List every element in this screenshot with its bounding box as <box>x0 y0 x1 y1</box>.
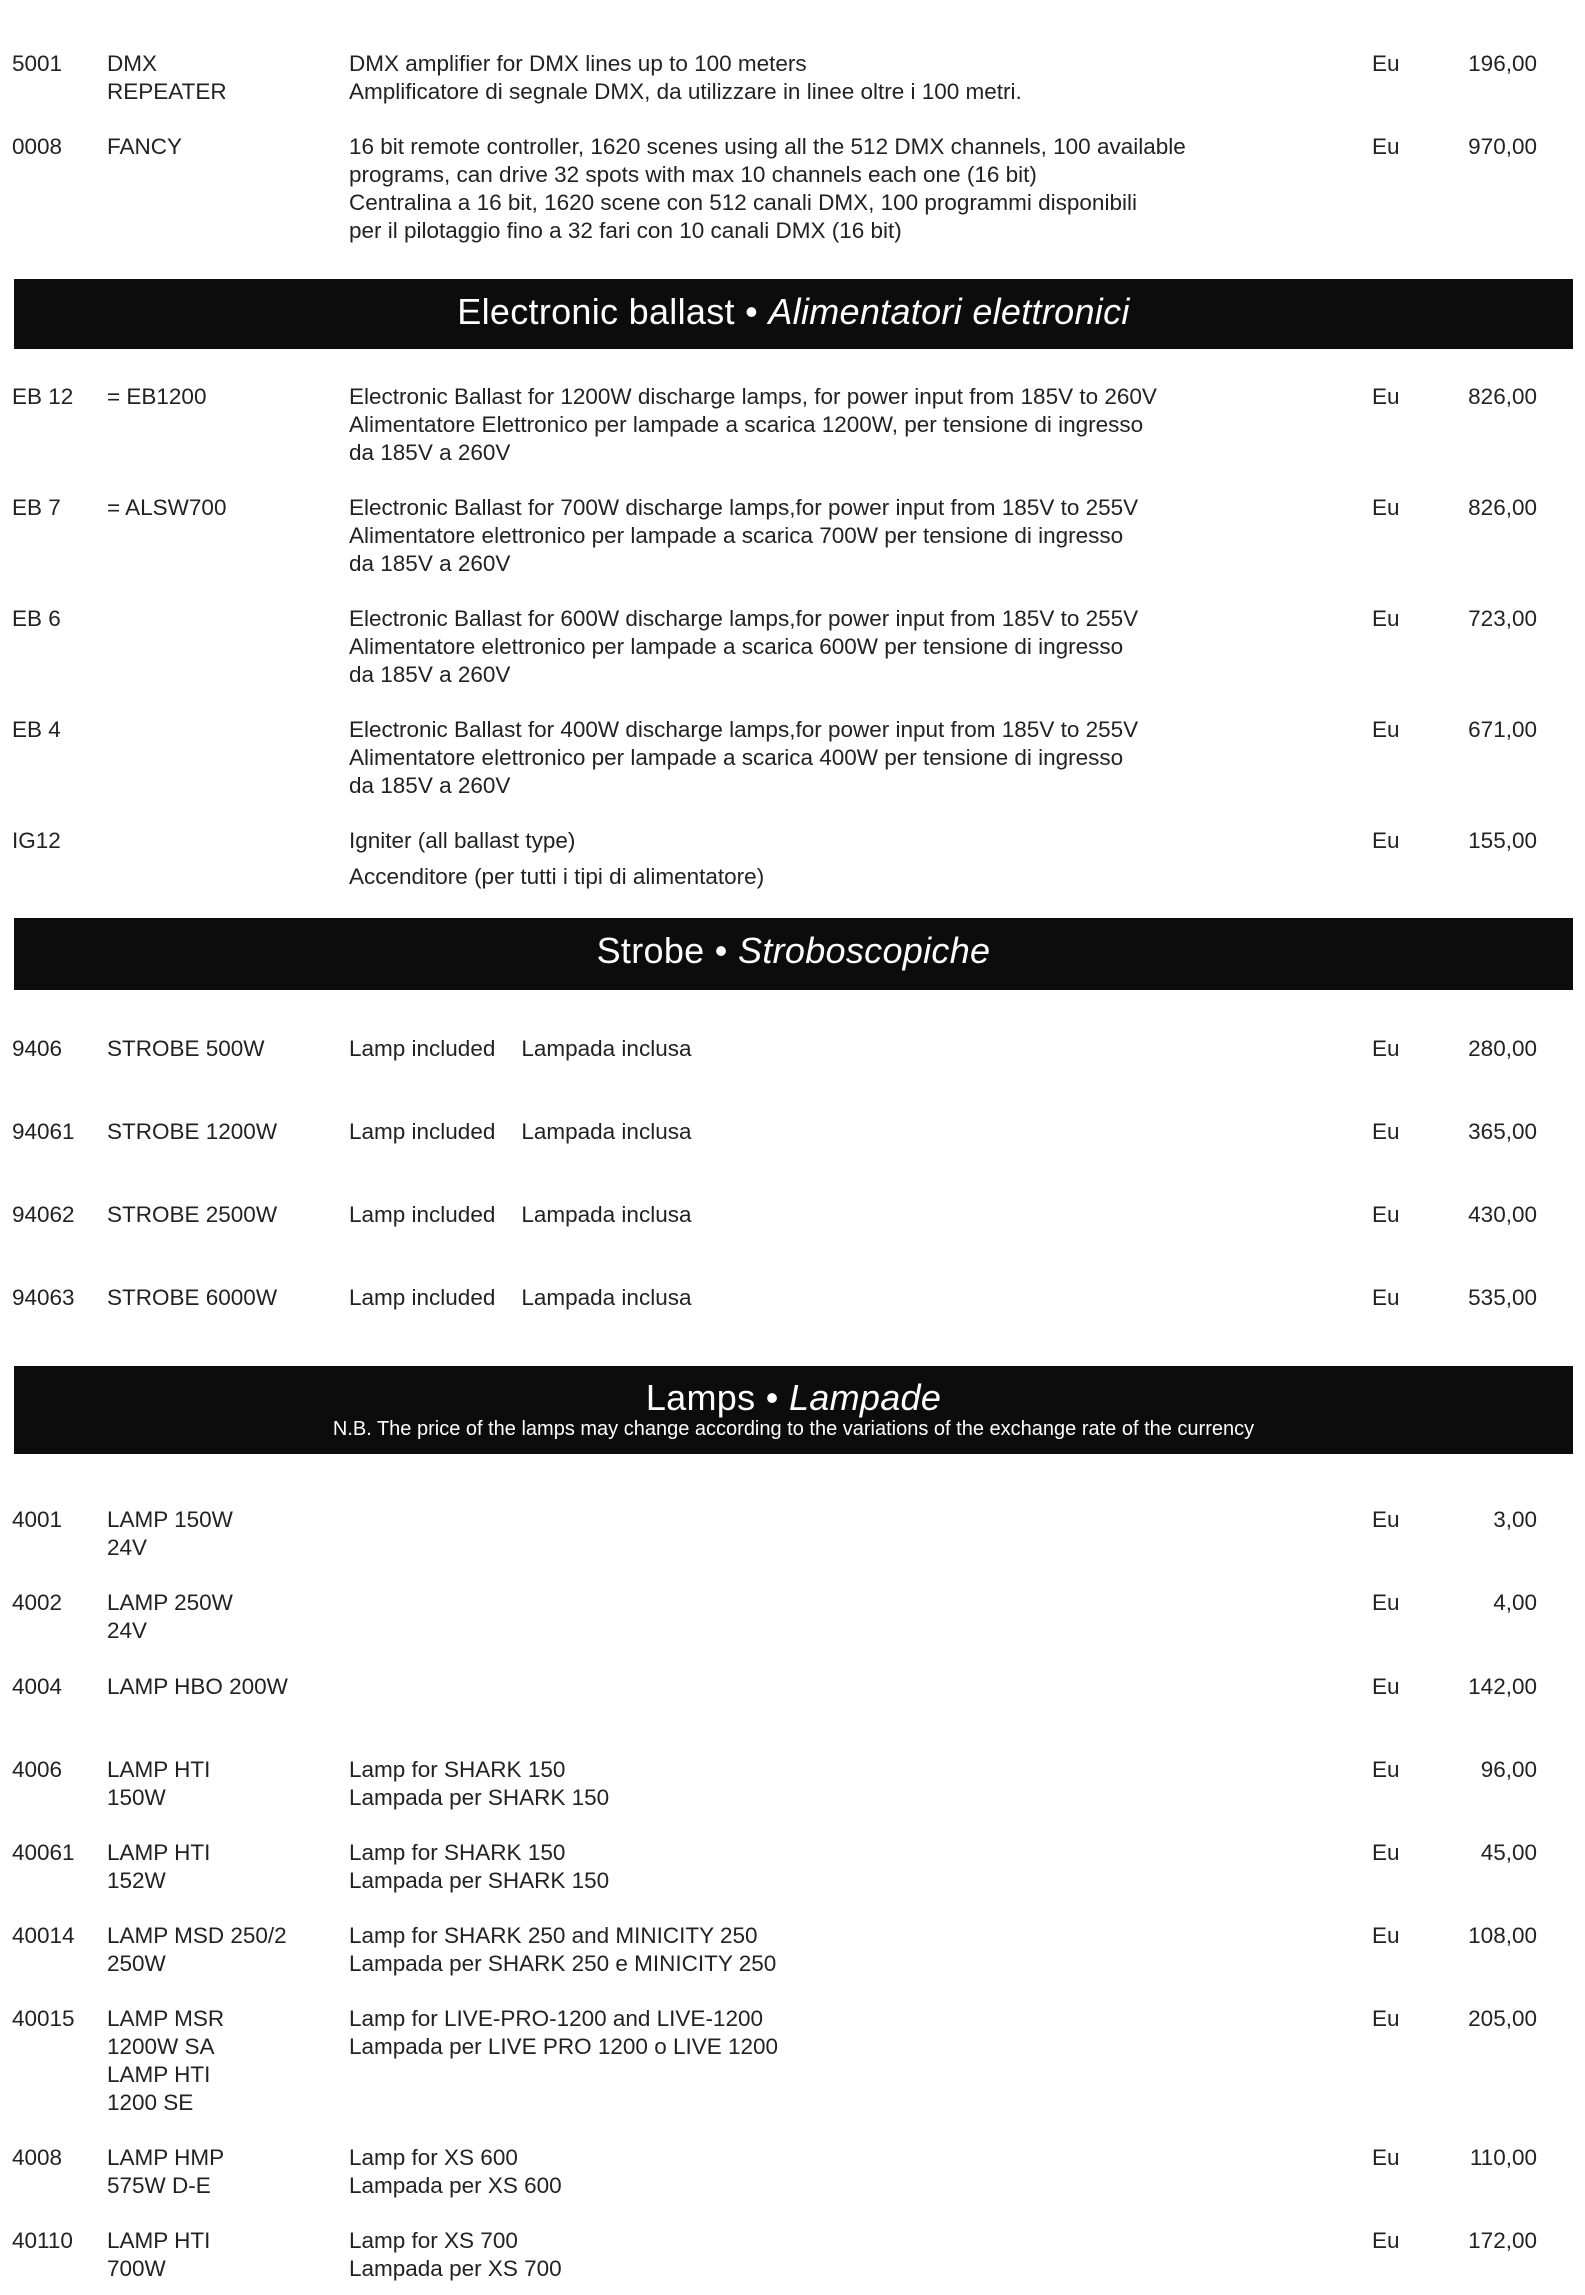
product-code: 5001 <box>12 51 63 76</box>
price: 205,00 <box>1468 2006 1537 2031</box>
section-title: Lamps • Lampade <box>645 1377 942 1418</box>
product-description: Lamp included Lampada inclusa <box>349 1036 692 1061</box>
currency-label: Eu <box>1372 606 1400 631</box>
product-description: Electronic Ballast for 600W discharge lamps,for power input from 185V to 255V Alimentatore elettronico per lampade a scarica 600W per tensione di ingresso da 185V a 260V <box>349 606 1139 687</box>
currency-label: Eu <box>1372 134 1400 159</box>
product-code: 4006 <box>12 1757 63 1782</box>
price: 826,00 <box>1468 495 1537 520</box>
product-name: STROBE 1200W <box>107 1119 278 1144</box>
price: 155,00 <box>1468 828 1537 853</box>
product-code: 94061 <box>12 1119 75 1144</box>
price: 826,00 <box>1468 384 1537 409</box>
product-code: 40110 <box>12 2228 73 2253</box>
product-name: LAMP HMP 575W D-E <box>107 2145 225 2198</box>
product-code: 94063 <box>12 1285 75 1310</box>
section-header-strobe <box>14 918 1573 990</box>
currency-label: Eu <box>1372 1674 1400 1699</box>
product-name: = EB1200 <box>107 384 207 409</box>
product-description: Lamp for XS 700 Lampada per XS 700 <box>349 2228 562 2281</box>
product-code: 4001 <box>12 1507 63 1532</box>
product-code: 4008 <box>12 2145 63 2170</box>
product-description: Lamp included Lampada inclusa <box>349 1285 692 1310</box>
product-code: 4004 <box>12 1674 63 1699</box>
price: 280,00 <box>1468 1036 1537 1061</box>
price: 430,00 <box>1468 1202 1537 1227</box>
currency-label: Eu <box>1372 717 1400 742</box>
product-description: Lamp for LIVE-PRO-1200 and LIVE-1200 Lampada per LIVE PRO 1200 o LIVE 1200 <box>349 2006 779 2059</box>
price: 108,00 <box>1468 1923 1537 1948</box>
price: 671,00 <box>1468 717 1537 742</box>
product-name: LAMP HTI 152W <box>107 1840 211 1893</box>
product-description: Lamp included Lampada inclusa <box>349 1119 692 1144</box>
product-description: DMX amplifier for DMX lines up to 100 meters Amplificatore di segnale DMX, da utilizzare in linee oltre i 100 metri. <box>349 51 1022 104</box>
section-title: Electronic ballast • Alimentatori elettronici <box>457 291 1130 332</box>
product-name: LAMP MSD 250/2 250W <box>107 1923 287 1976</box>
product-description: Electronic Ballast for 700W discharge lamps,for power input from 185V to 255V Alimentatore elettronico per lampade a scarica 700W per tensione di ingresso da 185V a 260V <box>349 495 1139 576</box>
product-code: 0008 <box>12 134 63 159</box>
currency-label: Eu <box>1372 384 1400 409</box>
table-row <box>0 605 1585 715</box>
price: 110,00 <box>1469 2145 1537 2170</box>
currency-label: Eu <box>1372 1119 1400 1144</box>
product-name: LAMP MSR 1200W SA LAMP HTI 1200 SE <box>107 2006 225 2115</box>
product-description: Electronic Ballast for 400W discharge lamps,for power input from 185V to 255V Alimentatore elettronico per lampade a scarica 400W per tensione di ingresso da 185V a 260V <box>349 717 1139 798</box>
section-header-lamps <box>14 1366 1573 1454</box>
product-name: LAMP 250W 24V <box>107 1590 233 1643</box>
product-description: Electronic Ballast for 1200W discharge lamps, for power input from 185V to 260V Alimentatore Elettronico per lampade a scarica 1200W, per tensione di ingresso da 185V a 260V <box>349 384 1157 465</box>
currency-label: Eu <box>1372 1202 1400 1227</box>
price: 365,00 <box>1468 1119 1537 1144</box>
product-name: LAMP HBO 200W <box>107 1674 288 1699</box>
price: 4,00 <box>1493 1590 1537 1615</box>
currency-label: Eu <box>1372 2145 1400 2170</box>
price: 535,00 <box>1468 1285 1537 1310</box>
price: 723,00 <box>1468 606 1537 631</box>
currency-label: Eu <box>1372 1507 1400 1532</box>
product-code: IG12 <box>12 828 61 853</box>
product-code: EB 12 <box>12 384 74 409</box>
product-description: 16 bit remote controller, 1620 scenes using all the 512 DMX channels, 100 available programs, can drive 32 spots with max 10 channels each one (16 bit) Centralina a 16 bit, 1620 scene con 512 canali DMX, 100 programmi disponibili per il pilotaggio fino a 32 fari con 10 canali DMX (16 bit) <box>349 134 1186 243</box>
table-row <box>0 494 1585 604</box>
product-name: LAMP HTI 700W <box>107 2228 211 2281</box>
product-description: Lamp included Lampada inclusa <box>349 1202 692 1227</box>
price: 142,00 <box>1468 1674 1537 1699</box>
product-description: Lamp for XS 600 Lampada per XS 600 <box>349 2145 562 2198</box>
table-row <box>0 716 1585 826</box>
price: 196,00 <box>1468 51 1537 76</box>
price: 970,00 <box>1468 134 1537 159</box>
product-code: 9406 <box>12 1036 63 1061</box>
currency-label: Eu <box>1372 51 1400 76</box>
product-name: LAMP HTI 150W <box>107 1757 211 1810</box>
section-note: N.B. The price of the lamps may change according to the variations of the exchange rate of the currency <box>332 1418 1255 1440</box>
currency-label: Eu <box>1372 2228 1400 2253</box>
product-description: Lamp for SHARK 150 Lampada per SHARK 150 <box>349 1840 610 1893</box>
product-code: EB 7 <box>12 495 61 520</box>
product-name: STROBE 6000W <box>107 1285 278 1310</box>
table-row <box>0 133 1585 243</box>
price: 3,00 <box>1493 1507 1537 1532</box>
product-name: STROBE 2500W <box>107 1202 278 1227</box>
currency-label: Eu <box>1372 1840 1400 1865</box>
price: 45,00 <box>1480 1840 1537 1865</box>
product-name: LAMP 150W 24V <box>107 1507 233 1560</box>
currency-label: Eu <box>1372 1285 1400 1310</box>
currency-label: Eu <box>1372 1036 1400 1061</box>
section-header-electronic-ballast <box>14 279 1573 349</box>
table-row <box>0 2227 1585 2291</box>
currency-label: Eu <box>1372 2006 1400 2031</box>
table-row <box>0 383 1585 493</box>
product-code: EB 6 <box>12 606 61 631</box>
currency-label: Eu <box>1372 1923 1400 1948</box>
price: 172,00 <box>1468 2228 1537 2253</box>
currency-label: Eu <box>1372 828 1400 853</box>
product-code: EB 4 <box>12 717 61 742</box>
product-code: 40014 <box>12 1923 75 1948</box>
product-description: Igniter (all ballast type) Accenditore (per tutti i tipi di alimentatore) <box>349 828 765 889</box>
product-name: = ALSW700 <box>107 495 227 520</box>
product-code: 94062 <box>12 1202 75 1227</box>
price: 96,00 <box>1480 1757 1537 1782</box>
currency-label: Eu <box>1372 1757 1400 1782</box>
product-description: Lamp for SHARK 150 Lampada per SHARK 150 <box>349 1757 610 1810</box>
product-code: 4002 <box>12 1590 63 1615</box>
currency-label: Eu <box>1372 495 1400 520</box>
product-name: DMX REPEATER <box>107 51 227 104</box>
product-description: Lamp for SHARK 250 and MINICITY 250 Lampada per SHARK 250 e MINICITY 250 <box>349 1923 777 1976</box>
product-code: 40061 <box>12 1840 75 1865</box>
product-name: STROBE 500W <box>107 1036 265 1061</box>
currency-label: Eu <box>1372 1590 1400 1615</box>
section-title: Strobe • Stroboscopiche <box>596 930 991 971</box>
product-code: 40015 <box>12 2006 75 2031</box>
table-row <box>0 2005 1585 2145</box>
product-name: FANCY <box>107 134 183 159</box>
